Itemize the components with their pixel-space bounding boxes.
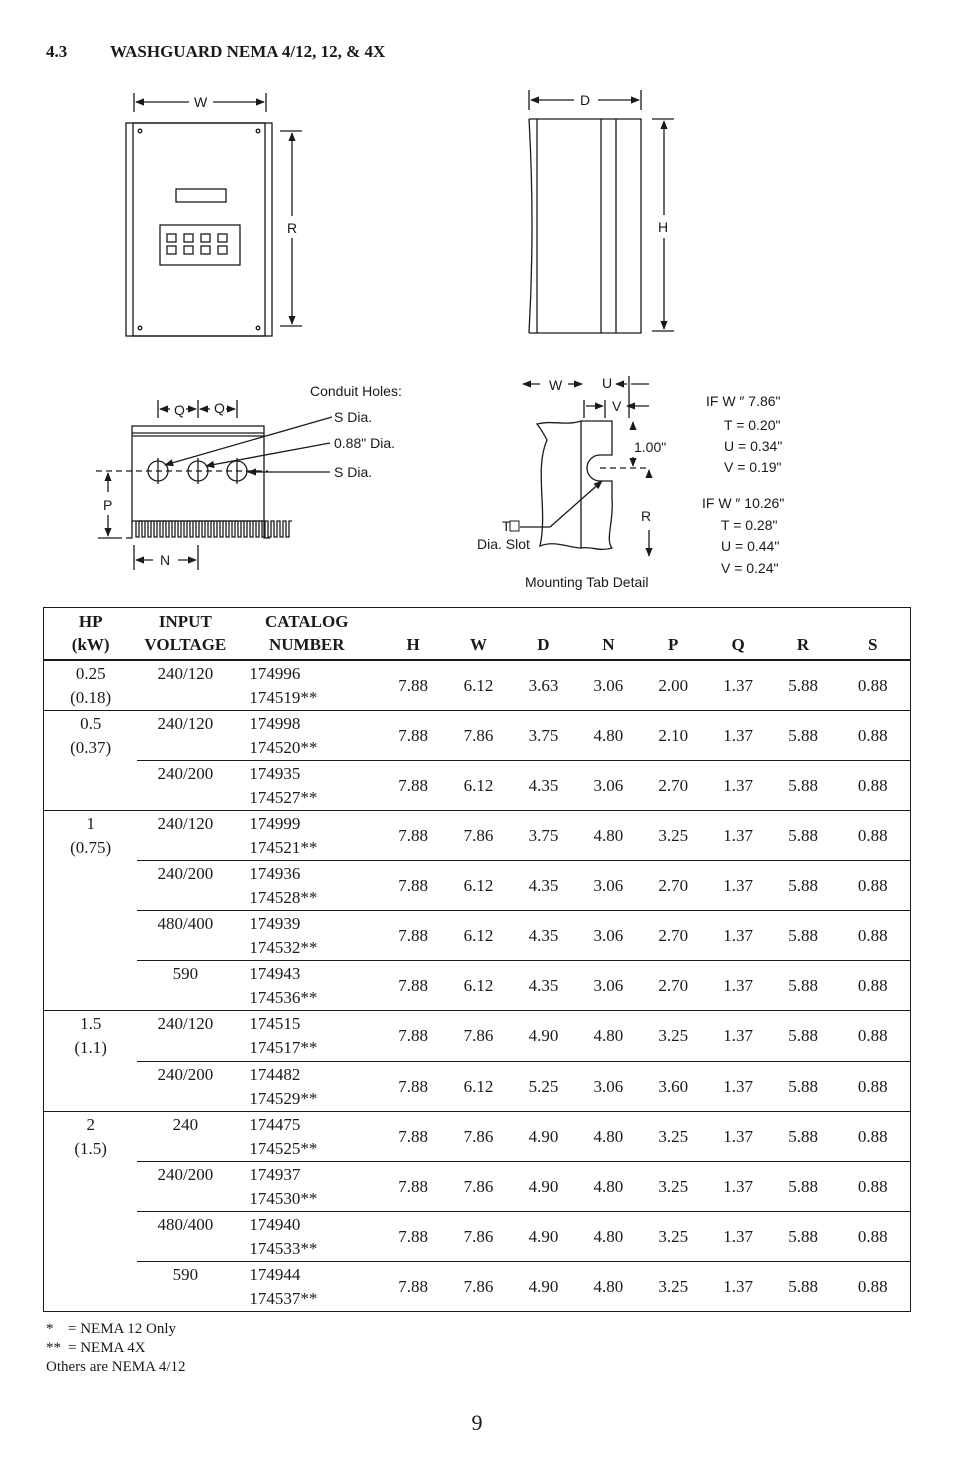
catalog-cell: 174482 174529** [233,1061,380,1111]
catalog-cell: 174944 174537** [233,1261,380,1311]
conduit-mid-dia: 0.88" Dia. [334,435,396,451]
voltage-cell: 590 [137,961,233,1011]
dimension-cell: 7.88 [380,1261,446,1311]
dimension-cell: 1.37 [706,811,771,861]
dimension-cell: 4.80 [576,1211,641,1261]
dimension-cell: 7.88 [380,811,446,861]
bottom-view-drawing [96,400,332,570]
column-header: R [771,608,836,661]
dimension-cell: 7.88 [380,911,446,961]
dimensions-table [43,607,911,1312]
dimension-drawings [0,0,954,600]
dimension-cell: 4.80 [576,1261,641,1311]
dimension-cell: 0.88 [836,711,911,761]
table-row [44,811,911,861]
voltage-cell: 240/200 [137,761,233,811]
tab-t-label: T [502,518,511,534]
tab-u-label: U [602,375,613,391]
dimension-cell: 5.25 [511,1061,576,1111]
dimension-cell: 2.00 [641,660,706,711]
catalog-cell: 174998 174520** [233,711,380,761]
dimension-cell: 4.90 [511,1111,576,1161]
tab-caption: Mounting Tab Detail [525,574,649,590]
dimension-cell: 1.37 [706,1111,771,1161]
dimension-cell: 7.86 [446,1161,511,1211]
dimension-cell: 3.25 [641,1261,706,1311]
dimension-cell: 3.06 [576,1061,641,1111]
dimension-cell: 5.88 [771,1261,836,1311]
hp-cell: 0.25 (0.18) [44,660,138,711]
section-title: WASHGUARD NEMA 4/12, 12, & 4X [110,42,386,61]
dimension-cell: 1.37 [706,761,771,811]
column-header: CATALOG NUMBER [233,608,380,661]
dimension-cell: 1.37 [706,961,771,1011]
voltage-cell: 240 [137,1111,233,1161]
voltage-cell: 240/200 [137,1061,233,1111]
cond2-u: U = 0.44" [721,538,780,554]
dimension-cell: 4.80 [576,1111,641,1161]
dimension-cell: 0.88 [836,1111,911,1161]
tab-1-00-label: 1.00" [634,439,667,455]
dimension-cell: 5.88 [771,1061,836,1111]
dimension-cell: 6.12 [446,761,511,811]
dimension-cell: 1.37 [706,1261,771,1311]
dimension-cell: 7.86 [446,1211,511,1261]
voltage-cell: 240/120 [137,711,233,761]
dimension-cell: 1.37 [706,660,771,711]
dimension-cell: 2.70 [641,861,706,911]
table-row [44,761,911,811]
dimension-cell: 4.35 [511,761,576,811]
dimension-cell: 1.37 [706,1211,771,1261]
dimension-cell: 7.88 [380,861,446,911]
dimension-cell: 4.35 [511,961,576,1011]
column-header: H [380,608,446,661]
column-header: N [576,608,641,661]
dimension-cell: 5.88 [771,761,836,811]
dimension-cell: 3.25 [641,1111,706,1161]
dimension-cell: 1.37 [706,711,771,761]
dimension-cell: 7.88 [380,1161,446,1211]
dimension-cell: 5.88 [771,1011,836,1061]
dimension-cell: 3.06 [576,961,641,1011]
voltage-cell: 590 [137,1261,233,1311]
table-header-row [44,608,911,661]
dimension-cell: 0.88 [836,811,911,861]
dimension-cell: 7.88 [380,761,446,811]
dimension-cell: 4.90 [511,1261,576,1311]
table-row [44,1061,911,1111]
dimension-cell: 3.25 [641,1011,706,1061]
hp-cell: 2 (1.5) [44,1111,138,1311]
dimension-cell: 6.12 [446,1061,511,1111]
footnote-line: Others are NEMA 4/12 [46,1359,186,1375]
cond1-title: IF W ″ 7.86" [706,393,781,409]
catalog-cell: 174943 174536** [233,961,380,1011]
table-row [44,660,911,711]
dimension-cell: 7.86 [446,1011,511,1061]
footnotes [46,1320,186,1377]
section-number: 4.3 [46,42,68,61]
dimension-cell: 3.06 [576,861,641,911]
catalog-cell: 174939 174532** [233,911,380,961]
dimension-cell: 0.88 [836,1161,911,1211]
dimension-cell: 7.88 [380,1061,446,1111]
dimension-cell: 3.06 [576,911,641,961]
conduit-s-dia-1: S Dia. [334,409,373,425]
dimension-cell: 0.88 [836,861,911,911]
footnote-line: ** = NEMA 4X [46,1340,146,1356]
dimension-cell: 4.35 [511,911,576,961]
dimension-cell: 1.37 [706,1061,771,1111]
hp-cell: 0.5 (0.37) [44,711,138,811]
table-row [44,1111,911,1161]
page-number: 9 [471,1410,483,1435]
catalog-cell: 174515 174517** [233,1011,380,1061]
dimension-cell: 7.86 [446,811,511,861]
voltage-cell: 240/120 [137,660,233,711]
front-r-label: R [287,220,298,236]
dimension-cell: 5.88 [771,861,836,911]
column-header: HP (kW) [44,608,138,661]
dimension-cell: 0.88 [836,660,911,711]
dimension-cell: 5.88 [771,911,836,961]
voltage-cell: 240/200 [137,1161,233,1211]
dimension-cell: 3.25 [641,1161,706,1211]
dimension-cell: 7.88 [380,1111,446,1161]
conduit-s-dia-2: S Dia. [334,464,373,480]
hp-cell: 1 (0.75) [44,811,138,1011]
table-row [44,961,911,1011]
table-row [44,1161,911,1211]
dimension-cell: 4.80 [576,811,641,861]
catalog-cell: 174996 174519** [233,660,380,711]
dimension-cell: 0.88 [836,1261,911,1311]
table-row [44,861,911,911]
catalog-cell: 174936 174528** [233,861,380,911]
column-header: S [836,608,911,661]
dimension-cell: 1.37 [706,1011,771,1061]
dimension-cell: 4.80 [576,1011,641,1061]
column-header: Q [706,608,771,661]
front-w-label: W [194,94,208,110]
hp-cell: 1.5 (1.1) [44,1011,138,1111]
bottom-q1-label: Q [174,402,185,418]
dimension-cell: 4.80 [576,711,641,761]
dimension-cell: 6.12 [446,961,511,1011]
footnote-line: * = NEMA 12 Only [46,1321,177,1337]
dimension-cell: 3.75 [511,811,576,861]
dimension-cell: 6.12 [446,911,511,961]
dimension-cell: 3.25 [641,1211,706,1261]
dimension-cell: 5.88 [771,711,836,761]
tab-v-label: V [612,398,622,414]
voltage-cell: 240/200 [137,861,233,911]
cond1-t: T = 0.20" [724,417,781,433]
dimension-cell: 3.60 [641,1061,706,1111]
conduit-title: Conduit Holes: [310,383,402,399]
column-header: P [641,608,706,661]
dimension-cell: 7.88 [380,961,446,1011]
cond2-v: V = 0.24" [721,560,779,576]
voltage-cell: 480/400 [137,911,233,961]
cond1-u: U = 0.34" [724,438,783,454]
dimension-cell: 5.88 [771,660,836,711]
bottom-n-label: N [160,552,171,568]
dimension-cell: 5.88 [771,1211,836,1261]
slot-symbol-icon [510,521,519,531]
dimension-cell: 5.88 [771,1161,836,1211]
table-row [44,911,911,961]
catalog-cell: 174475 174525** [233,1111,380,1161]
dimension-cell: 7.86 [446,711,511,761]
dimension-cell: 0.88 [836,1211,911,1261]
column-header: W [446,608,511,661]
column-header: D [511,608,576,661]
tab-slot-label: Dia. Slot [477,536,530,552]
dimension-cell: 2.70 [641,761,706,811]
voltage-cell: 480/400 [137,1211,233,1261]
dimension-cell: 1.37 [706,911,771,961]
bottom-q2-label: Q [214,400,225,416]
dimension-cell: 4.80 [576,1161,641,1211]
dimension-cell: 1.37 [706,861,771,911]
bottom-p-label: P [103,497,113,513]
dimension-cell: 3.75 [511,711,576,761]
dimension-cell: 0.88 [836,961,911,1011]
tab-w-label: W [549,377,563,393]
catalog-cell: 174940 174533** [233,1211,380,1261]
tab-r-label: R [641,508,652,524]
dimension-cell: 0.88 [836,761,911,811]
dimension-cell: 7.86 [446,1261,511,1311]
dimension-cell: 3.06 [576,761,641,811]
dimension-cell: 3.06 [576,660,641,711]
cond2-title: IF W ″ 10.26" [702,495,785,511]
dimension-cell: 3.25 [641,811,706,861]
dimension-cell: 0.88 [836,1011,911,1061]
dimension-cell: 1.37 [706,1161,771,1211]
dimension-cell: 5.88 [771,1111,836,1161]
dimension-cell: 7.88 [380,711,446,761]
catalog-cell: 174937 174530** [233,1161,380,1211]
catalog-cell: 174935 174527** [233,761,380,811]
catalog-cell: 174999 174521** [233,811,380,861]
dimension-cell: 7.88 [380,1211,446,1261]
voltage-cell: 240/120 [137,1011,233,1061]
dimension-cell: 0.88 [836,911,911,961]
front-view-drawing [126,93,302,336]
dimension-cell: 3.63 [511,660,576,711]
side-d-label: D [580,92,591,108]
table-row [44,1211,911,1261]
dimension-cell: 6.12 [446,660,511,711]
dimension-cell: 7.86 [446,1111,511,1161]
dimension-cell: 0.88 [836,1061,911,1111]
dimension-cell: 7.88 [380,660,446,711]
side-view-drawing [529,90,674,333]
cond2-t: T = 0.28" [721,517,778,533]
table-row [44,711,911,761]
dimension-cell: 4.90 [511,1161,576,1211]
cond1-v: V = 0.19" [724,459,782,475]
dimension-cell: 2.70 [641,911,706,961]
dimension-cell: 5.88 [771,961,836,1011]
dimension-cell: 4.35 [511,861,576,911]
side-h-label: H [658,219,669,235]
dimension-cell: 4.90 [511,1011,576,1061]
voltage-cell: 240/120 [137,811,233,861]
dimension-cell: 2.70 [641,961,706,1011]
table-row [44,1011,911,1061]
dimension-cell: 2.10 [641,711,706,761]
dimension-cell: 7.88 [380,1011,446,1061]
column-header: INPUT VOLTAGE [137,608,233,661]
dimension-cell: 6.12 [446,861,511,911]
dimension-cell: 5.88 [771,811,836,861]
table-row [44,1261,911,1311]
dimension-cell: 4.90 [511,1211,576,1261]
